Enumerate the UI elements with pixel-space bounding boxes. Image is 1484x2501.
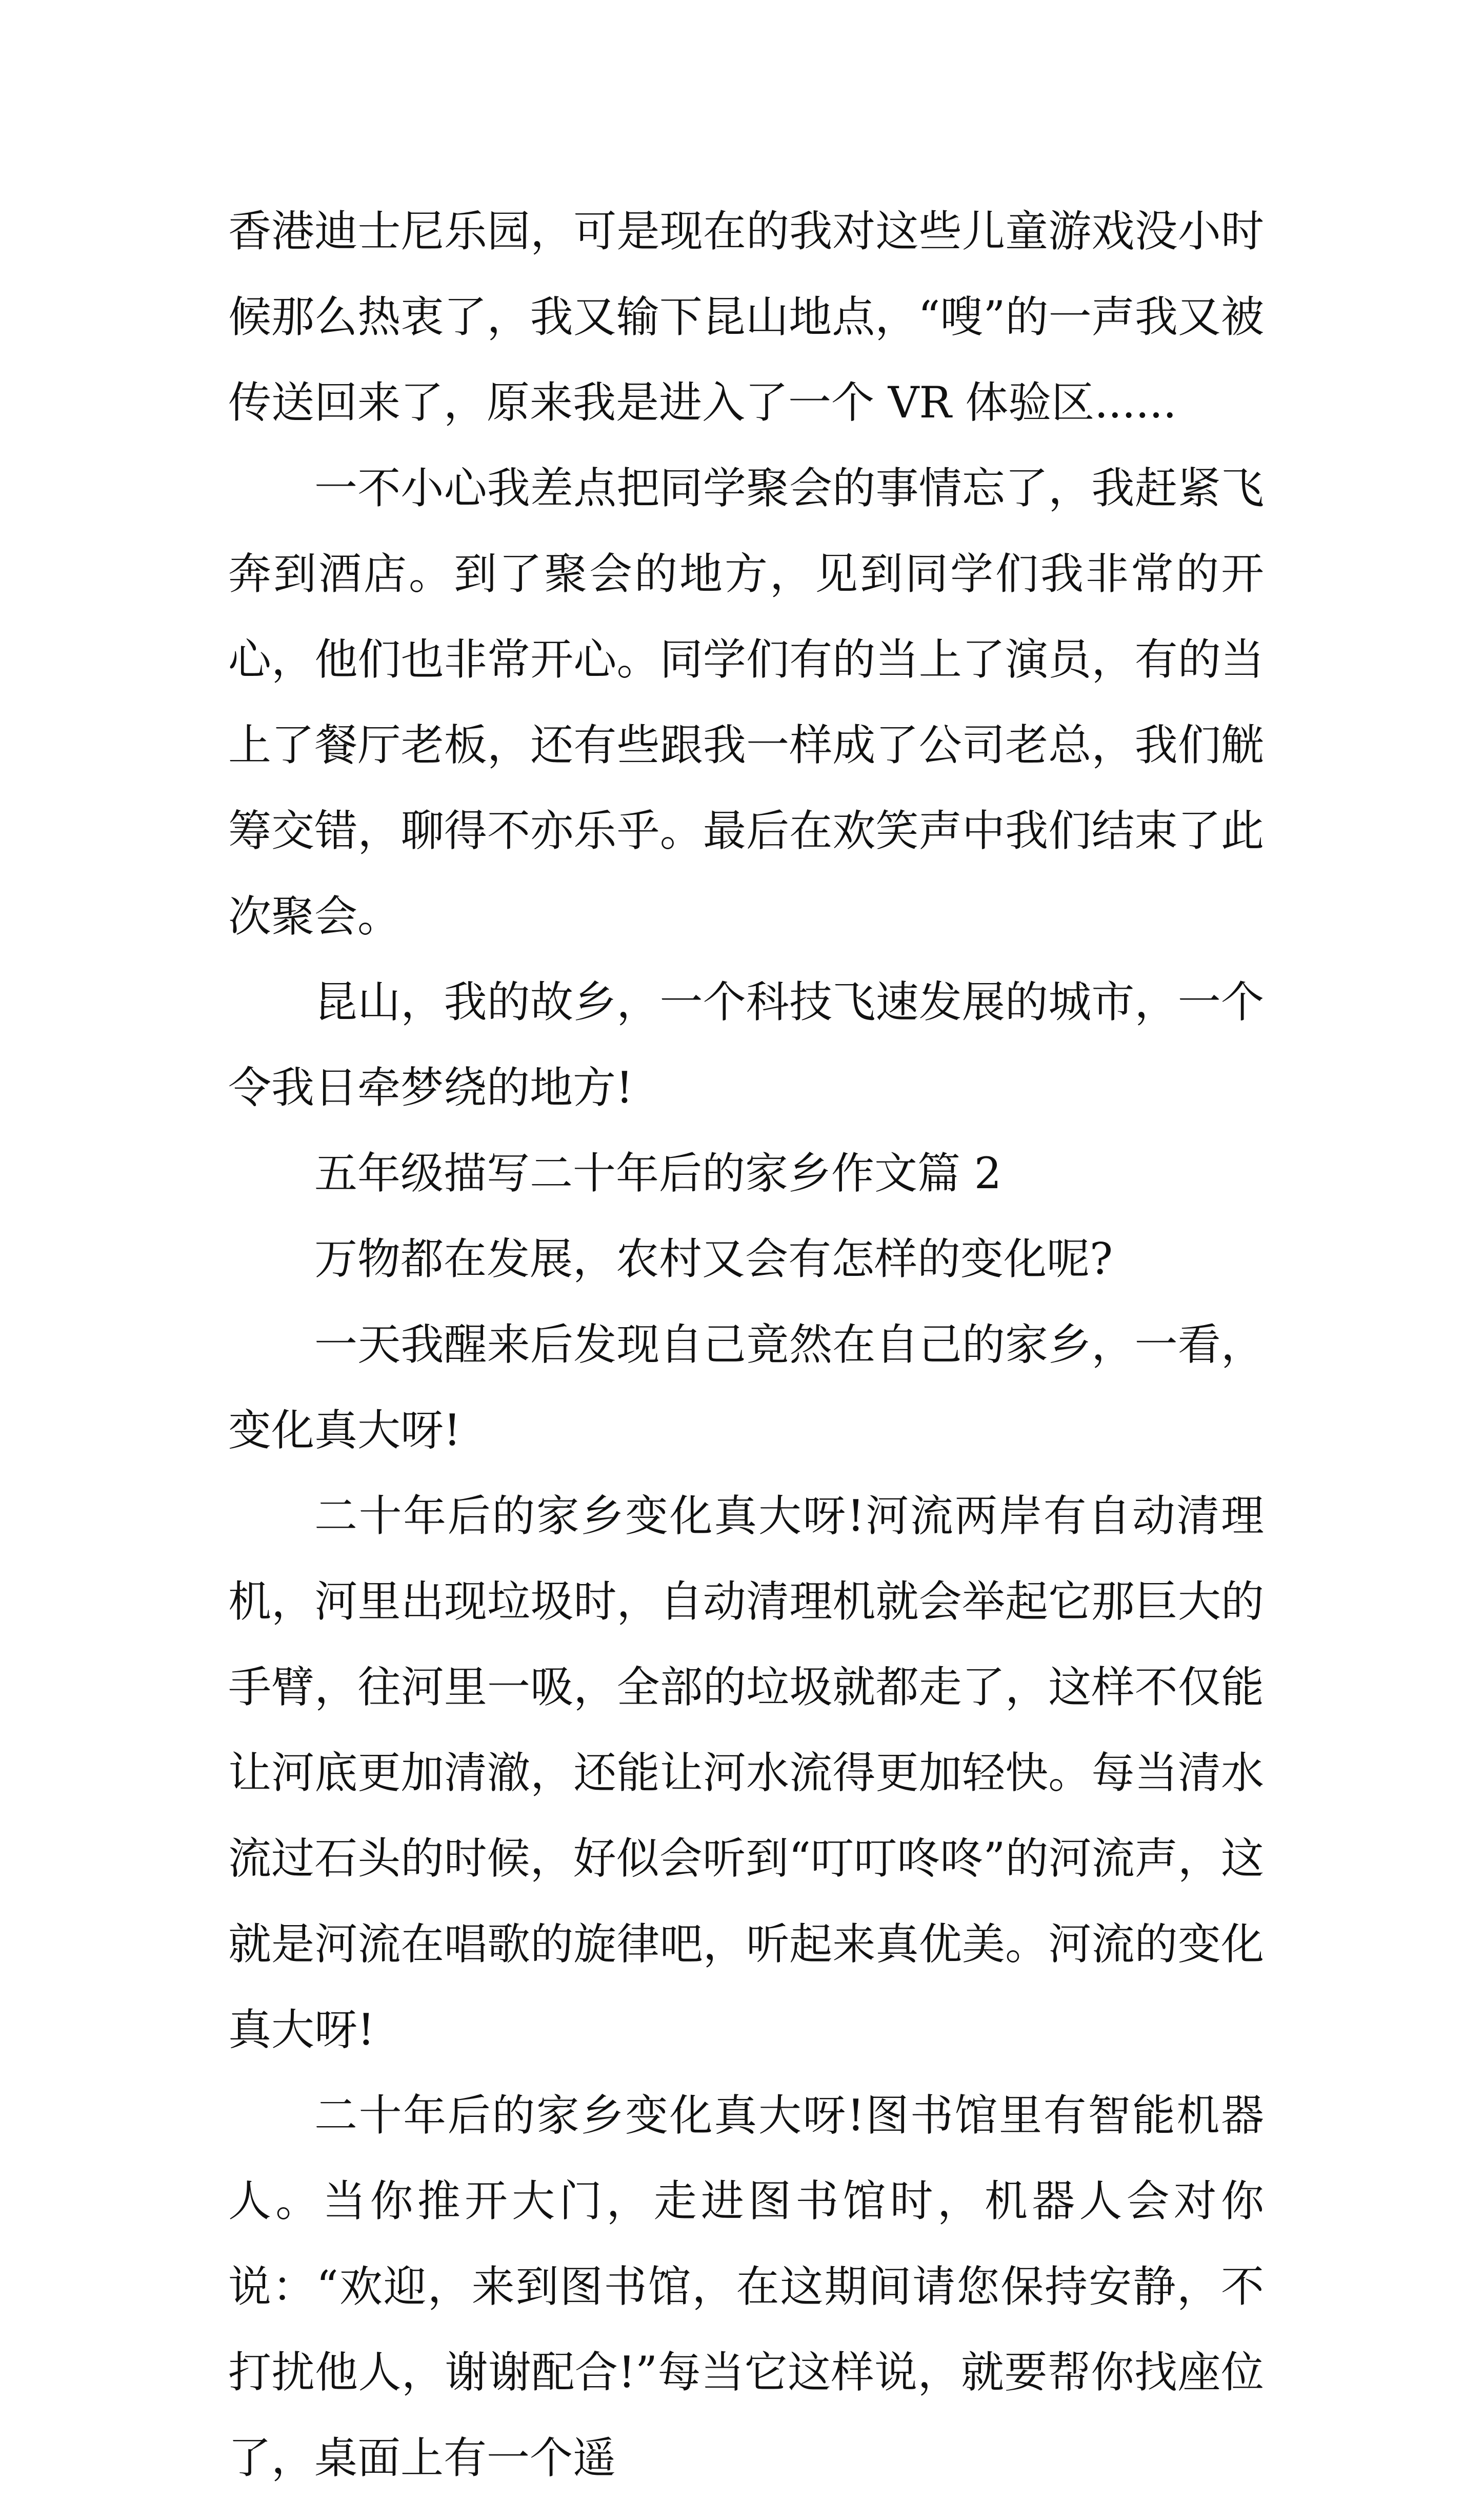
section-heading: 五年级描写二十年后的家乡作文篇 2: [314, 1148, 1002, 1198]
paragraph-4: 万物都在发展，农村又会有怎样的变化呢?: [314, 1234, 1113, 1284]
paragraph-2: 一不小心我差点把同学聚会的事情忘了，我赶紧飞奔到酒店。到了聚会的地方，见到同学们我非常的开心，他们也非常开心。同学们有的当上了演员，有的当上了餐厅老板，还有些跟我一样成了公司老总，我们觥筹交错，聊得不亦乐乎。最后在欢笑声中我们结束了此次聚会。: [228, 463, 1264, 942]
paragraph-7: 二十年后的家乡变化真大呀!图书馆里有智能机器人。当你推开大门，走进图书馆时，机器人会对你说：“欢迎，来到图书馆，在这期间请您保持安静，不打扰他人，谢谢配合!”每当它这样说，就要帮你找座位了，桌面上有一个遥: [228, 2090, 1264, 2483]
paragraph-3: 昆山，我的故乡，一个科技飞速发展的城市，一个令我日牵梦绕的地方!: [228, 977, 1264, 1113]
paragraph-1: 香港迪士尼乐园，可是现在的我对这些儿童游戏没小时候那么热衷了，我又输下昆山地点，“嗖”的一声我又被传送回来了，原来我是进入了一个 VR 体验区......: [228, 206, 1264, 428]
paragraph-5: 一天我醒来后发现自己竟然在自己的家乡，一看，变化真大呀!: [228, 1319, 1264, 1455]
article-body: [228, 189, 1264, 2501]
paragraph-6: 二十年后的家乡变化真大呀!河流两岸有自动清理机，河里出现垃圾时，自动清理机就会举起它那巨大的手臂，往河里一吸，全部的垃圾就都走了，这样不仅能让河底更加清澈，还能让河水流得更加轻快。每当清水流过石头的时候，好似会听到“叮叮咚咚”的河流声，这就是河流在唱歌的旋律吧，听起来真优美。河流的变化真大呀!: [228, 1491, 1264, 2055]
